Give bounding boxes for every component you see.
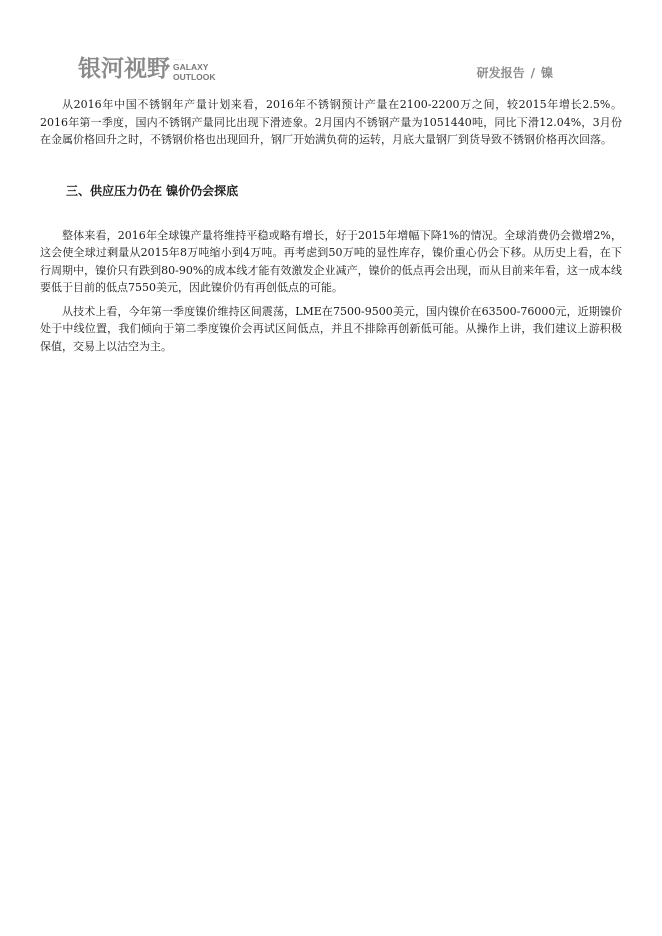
section-heading: 三、供应压力仍在 镍价仍会探底 — [66, 183, 239, 198]
logo-dots: ····· — [173, 57, 185, 62]
page-header — [0, 0, 662, 90]
paragraph-supply-outlook: 整体来看，2016年全球镍产量将维持平稳或略有增长，好于2015年增幅下降1%的情况。全球消费仍会微增2%，这会使全球过剩量从2015年8万吨缩小到4万吨。再考虑到50万吨的显性库存，镍价重心仍会下移。从历史上看，在下行周期中，镍价只有跌到80-90%的成本线才能有效激发企业减产，镍价的低点再会出现，而从目前来年看，这一成本线要低于目前的低点7550美元，因此镍价仍有再创低点的可能。 — [40, 228, 622, 294]
logo-english-line2: OUTLOOK — [173, 72, 216, 82]
logo-chinese-text: 银河视野 — [78, 56, 170, 82]
galaxy-outlook-logo — [78, 52, 216, 82]
report-type: 研发报告 — [476, 66, 525, 80]
logo-english-line1: GALAXY — [173, 62, 209, 72]
logo-english-block — [173, 57, 216, 82]
report-category — [477, 64, 553, 81]
header-separator: / — [530, 66, 535, 80]
document-body — [40, 96, 622, 355]
report-topic: 镍 — [540, 66, 553, 80]
paragraph-stainless-steel-output: 从2016年中国不锈钢年产量计划来看，2016年不锈钢预计产量在2100-2200万之间，较2015年增长2.5%。2016年第一季度，国内不锈钢产量同比出现下滑迹象。2月国内不锈钢产量为1051440吨，同比下滑12.04%，3月份在金属价格回升之时，不锈钢价格也出现回升，钢厂开始满负荷的运转，月底大量钢厂到货导致不锈钢价格再次回落。 — [40, 98, 622, 146]
paragraph-technical-analysis: 从技术上看，今年第一季度镍价维持区间震荡，LME在7500-9500美元，国内镍价在63500-76000元，近期镍价处于中线位置，我们倾向于第二季度镍价会再试区间低点，并且不排除再创新低可能。从操作上讲，我们建议上游积极保值，交易上以沽空为主。 — [40, 304, 622, 353]
